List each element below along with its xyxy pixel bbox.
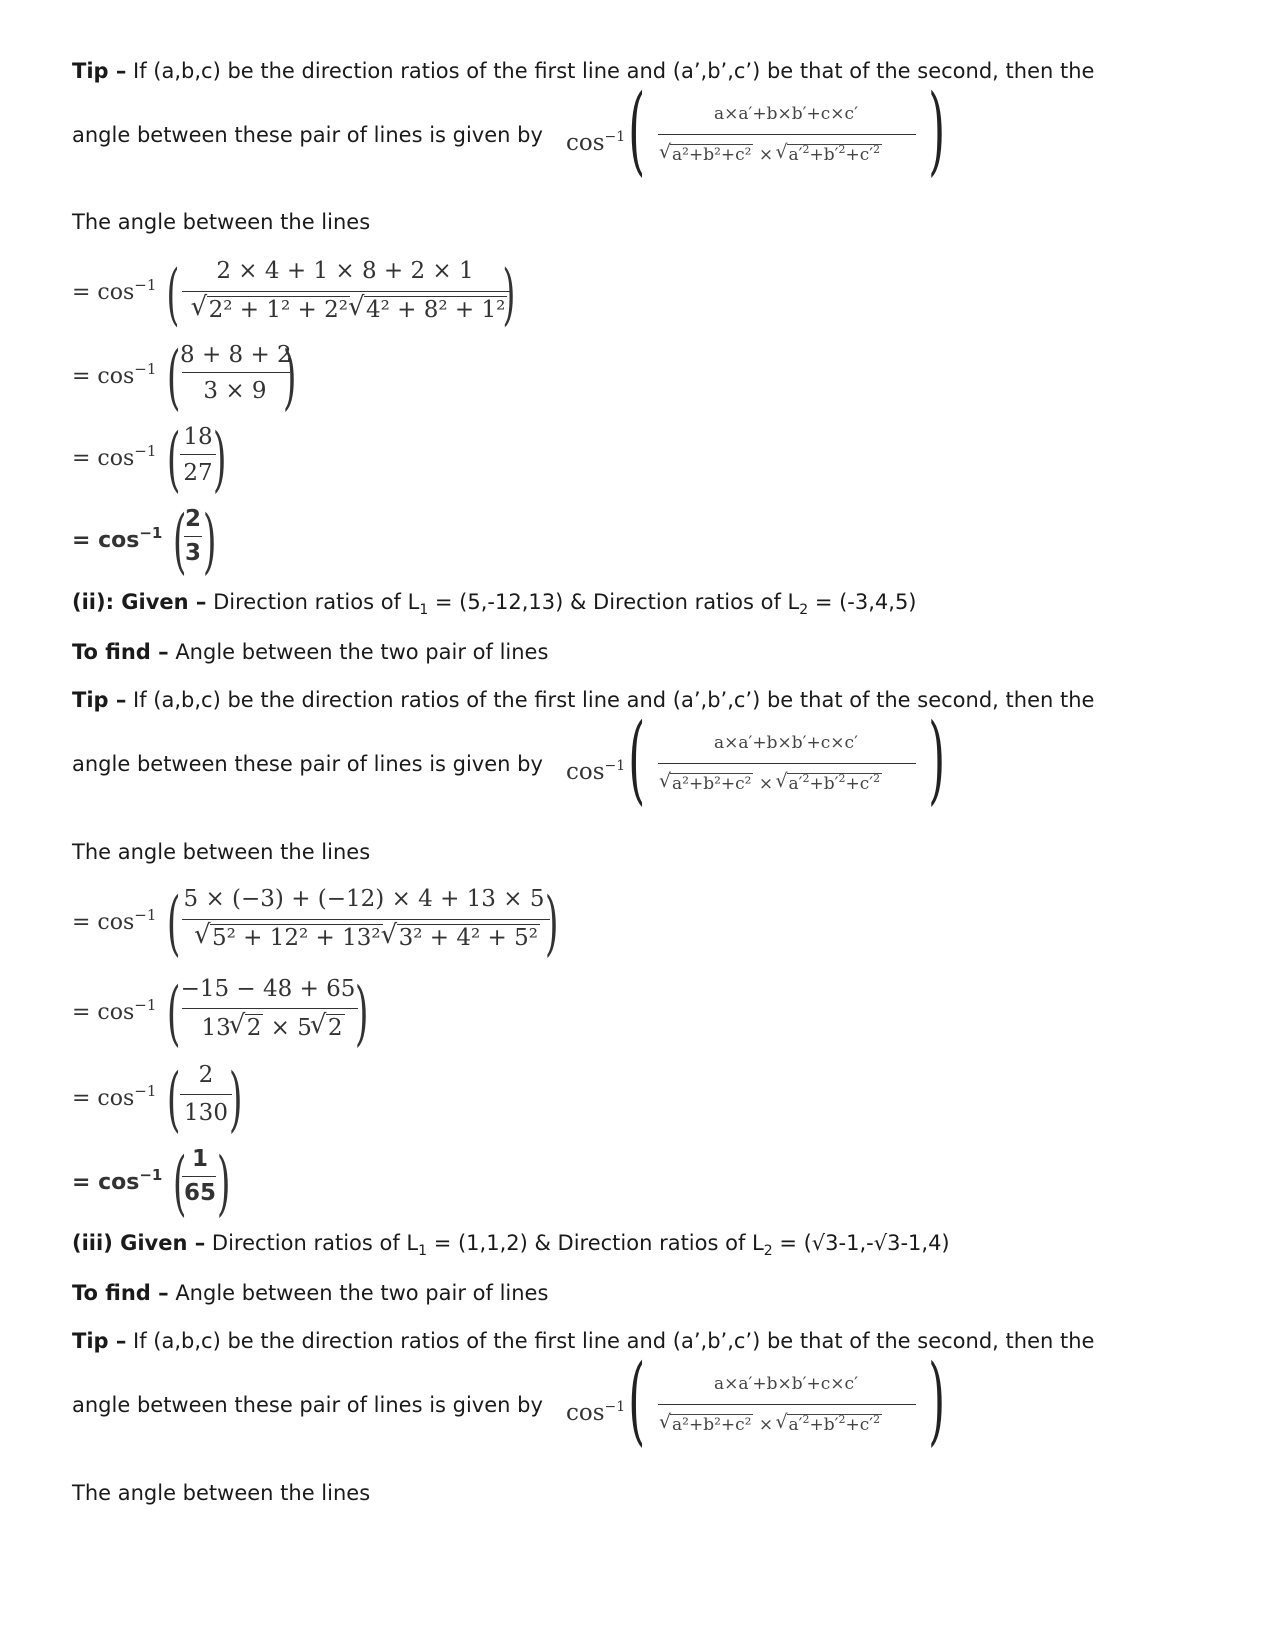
formula-cos-inverse: $\cos^{-1}$: [566, 1399, 626, 1426]
fraction-denominator: √ 5² + 12² + 13²√ 3² + 4² + 5²: [178, 924, 558, 951]
fraction-bar: [180, 1094, 232, 1095]
left-paren: (: [628, 1344, 646, 1456]
to-find-line-ii: To find – Angle between the two pair of lines: [72, 640, 549, 664]
formula-numerator: a×a′+b×b′+c×c′: [714, 733, 858, 753]
tip-line-1: Tip – If (a,b,c) be the direction ratios of the first line and (a’,b’,c’) be that of the second, then the: [72, 688, 1095, 712]
to-find-line-iii: To find – Angle between the two pair of lines: [72, 1281, 549, 1305]
right-paren: ): [202, 500, 217, 582]
given-line-ii: (ii): Given – Direction ratios of $L_1 = (5,-12,13)$ & Direction ratios of $L_2 = (-3,4,5)$: [72, 590, 917, 618]
formula-numerator: a×a′+b×b′+c×c′: [714, 104, 858, 124]
formula-cos-inverse: $\cos^{-1}$: [566, 758, 626, 785]
right-paren: ): [928, 74, 946, 186]
angle-label-2: The angle between the lines: [72, 840, 371, 864]
cos-inverse: = $\cos^{-1}$: [72, 996, 157, 1025]
left-paren: (: [166, 1058, 181, 1140]
fraction-numerator: 5 × (−3) + (−12) × 4 + 13 × 5: [183, 886, 545, 912]
tip-line-2: angle between these pair of lines is given by: [72, 1393, 543, 1417]
find-label: To find –: [72, 1281, 169, 1305]
find-label: To find –: [72, 640, 169, 664]
cos-inverse: = $\cos^{-1}$: [72, 1166, 163, 1195]
fraction-numerator: 1: [191, 1146, 208, 1172]
fraction-bar: [182, 372, 290, 373]
formula-cos-inverse: $\cos^{-1}$: [566, 129, 626, 156]
cos-inverse: = $\cos^{-1}$: [72, 1082, 157, 1111]
right-paren: ): [216, 1142, 231, 1224]
formula-numerator: a×a′+b×b′+c×c′: [714, 1374, 858, 1394]
right-paren: ): [212, 418, 227, 500]
fraction-bar: [184, 536, 202, 537]
fraction-numerator: −15 − 48 + 65: [180, 976, 356, 1002]
right-paren: ): [502, 256, 516, 333]
tip-text: If (a,b,c) be the direction ratios of the first line and (a’,b’,c’) be that of the second, then the: [126, 59, 1095, 83]
left-paren: (: [172, 500, 187, 582]
tip-label: Tip –: [72, 1329, 127, 1353]
tip-text-2: angle between these pair of lines is given by: [72, 123, 543, 147]
cos-inverse: = $\cos^{-1}$: [72, 524, 163, 553]
formula-denominator: √ a²+b²+c² × √ $a'^2+b'^2+c'^2$: [662, 144, 922, 165]
fraction-bar: [180, 454, 216, 455]
cos-inverse: = $\cos^{-1}$: [72, 360, 157, 389]
fraction-denominator: 13√ 2 × 5√ 2: [188, 1014, 358, 1041]
right-paren: ): [928, 703, 946, 815]
given-label: (ii): Given –: [72, 590, 207, 614]
fraction-denominator: √ 2² + 1² + 2²√ 4² + 8² + 1²: [180, 296, 520, 323]
angle-label-1: The angle between the lines: [72, 210, 371, 234]
tip-line-2: angle between these pair of lines is given by: [72, 752, 543, 776]
left-paren: (: [628, 703, 646, 815]
left-paren: (: [628, 74, 646, 186]
formula-denominator: √ a²+b²+c² × √ $a'^2+b'^2+c'^2$: [662, 773, 922, 794]
fraction-bar: [182, 1008, 358, 1009]
tip-label: Tip –: [72, 688, 127, 712]
tip-formula: [566, 1344, 946, 1468]
tip-line-1: Tip – If (a,b,c) be the direction ratios of the first line and (a’,b’,c’) be that of the second, then the: [72, 1329, 1095, 1353]
right-paren: ): [928, 1344, 946, 1456]
fraction-bar: [658, 134, 916, 135]
fraction-bar: [658, 1404, 916, 1405]
fraction-numerator: 2: [198, 1062, 214, 1088]
tip-formula: [566, 74, 946, 198]
left-paren: (: [166, 882, 181, 964]
left-paren: (: [166, 418, 181, 500]
right-paren: ): [228, 1058, 243, 1140]
right-paren: ): [354, 972, 369, 1054]
fraction-denominator: 3 × 9: [203, 378, 267, 404]
fraction-denominator: 3: [184, 540, 201, 566]
tip-line-2: [72, 122, 543, 148]
left-paren: (: [166, 336, 181, 418]
fraction-denominator: 65: [183, 1180, 216, 1206]
angle-label-3: The angle between the lines: [72, 1481, 371, 1505]
right-paren: ): [544, 882, 559, 964]
given-label: (iii) Given –: [72, 1231, 206, 1255]
right-paren: ): [282, 336, 297, 418]
fraction-bar: [182, 291, 510, 292]
fraction-bar: [182, 919, 550, 920]
cos-inverse: = $\cos^{-1}$: [72, 442, 157, 471]
fraction-numerator: 8 + 8 + 2: [180, 342, 292, 368]
left-paren: (: [166, 972, 181, 1054]
fraction-bar: [182, 1176, 216, 1177]
fraction-denominator: 130: [184, 1100, 228, 1126]
cos-inverse: = $\cos^{-1}$: [72, 276, 157, 305]
left-paren: (: [172, 1142, 187, 1224]
formula-denominator: √ a²+b²+c² × √ $a'^2+b'^2+c'^2$: [662, 1414, 922, 1435]
fraction-bar: [658, 763, 916, 764]
fraction-numerator: 2 × 4 + 1 × 8 + 2 × 1: [216, 258, 474, 284]
tip-label: Tip –: [72, 59, 127, 83]
fraction-denominator: 27: [183, 460, 213, 486]
fraction-numerator: 2: [184, 506, 201, 532]
tip-formula: [566, 703, 946, 827]
given-line-iii: (iii) Given – Direction ratios of $L_1 = (1,1,2)$ & Direction ratios of $L_2 = (√3-1,-√3-1,4)$: [72, 1231, 950, 1259]
left-paren: (: [166, 256, 180, 333]
fraction-numerator: 18: [183, 424, 213, 450]
cos-inverse: = $\cos^{-1}$: [72, 906, 157, 935]
